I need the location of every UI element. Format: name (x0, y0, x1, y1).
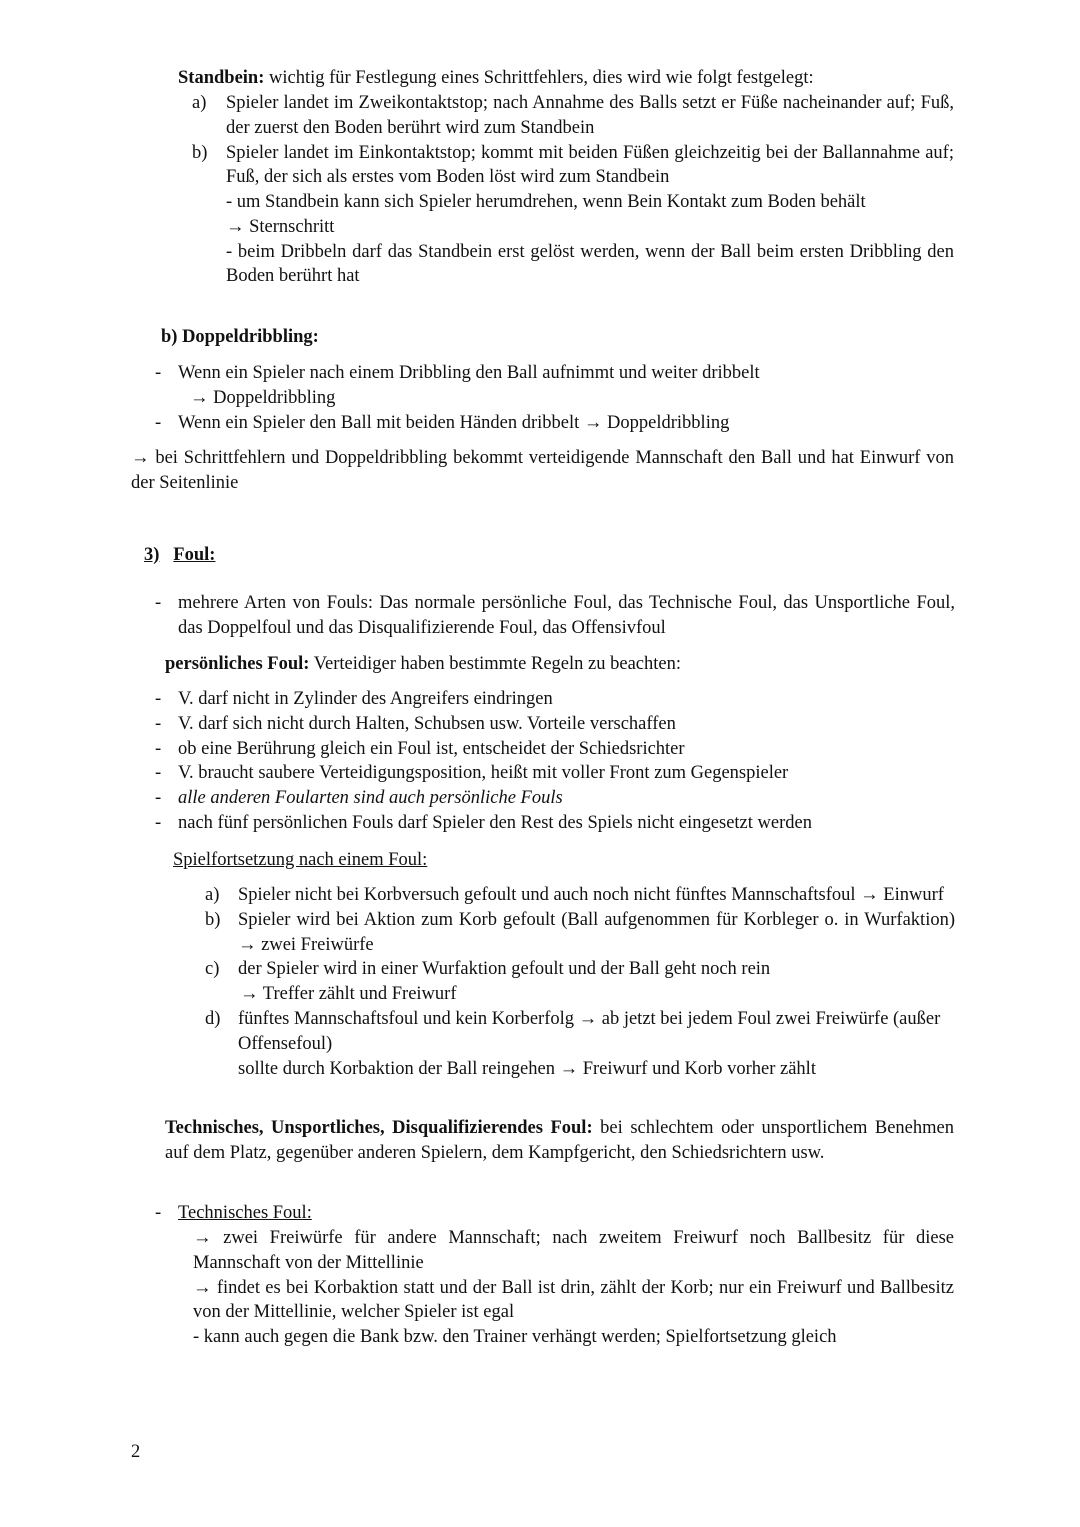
list-item: - ob eine Berührung gleich ein Foul ist, entscheidet der Schiedsrichter (155, 738, 685, 759)
personal-foul-intro (165, 652, 955, 677)
continuation-item-a: a) Spieler nicht bei Korbversuch gefoult und auch noch nicht fünftes Mannschaftsfoul → Einwurf (205, 885, 944, 905)
technisches-foul-title: Technisches Foul: (178, 1203, 312, 1223)
tech-foul-intro (165, 1116, 954, 1166)
standbein-title: Standbein: (178, 68, 265, 88)
tech-foul-intro-text: bei schlechtem oder unsportlichem Benehmen auf dem Platz, gegenüber anderen Spielern, dem Kampfgericht, den Schiedsrichtern usw. (165, 1118, 954, 1163)
technisches-line: → findet es bei Korbaktion statt und der Ball ist drin, zählt der Korb; nur ein Freiwurf und Ballbesitz von der Mittellinie, welcher Spieler ist egal (193, 1277, 954, 1323)
standbein-note-dribbeln: - beim Dribbeln darf das Standbein erst gelöst werden, wenn der Ball beim ersten Dribbling den Boden berührt hat (226, 241, 954, 287)
continuation-list (205, 883, 955, 1081)
doppeldribbling-conclusion: → bei Schrittfehlern und Doppeldribbling bekommt verteidigende Mannschaft den Ball und hat Einwurf von der Seitenlinie (131, 448, 954, 493)
foul-title: Foul: (173, 545, 216, 565)
standbein-notes (226, 190, 954, 289)
technisches-line: → zwei Freiwürfe für andere Mannschaft; nach zweitem Freiwurf noch Ballbesitz für diese Mannschaft von der Mittellinie (193, 1228, 954, 1273)
list-item: - V. darf nicht in Zylinder des Angreifers eindringen (155, 689, 553, 709)
page-number: 2 (131, 1442, 141, 1462)
list-item-text: Spieler landet im Einkontaktstop; kommt mit beiden Füßen gleichzeitig bei der Ballannahme auf; Fuß, der sich als erstes vom Boden löst wird zum Standbein (226, 142, 954, 188)
doppeldribbling-heading: b) Doppeldribbling: (161, 327, 319, 347)
list-item: - nach fünf persönlichen Fouls darf Spieler den Rest des Spiels nicht eingesetzt werden (155, 812, 812, 833)
standbein-item-b (192, 141, 954, 191)
list-item-text: Wenn ein Spieler den Ball mit beiden Händen dribbelt → Doppeldribbling (178, 412, 730, 433)
continuation-heading: Spielfortsetzung nach einem Foul: (173, 850, 428, 870)
list-marker: a) (192, 93, 207, 113)
standbein-intro-text: wichtig für Festlegung eines Schrittfehlers, dies wird wie folgt festgelegt: (264, 68, 814, 88)
standbein-note-turn: - um Standbein kann sich Spieler herumdrehen, wenn Bein Kontakt zum Boden behält (226, 192, 866, 212)
standbein-list (192, 91, 954, 190)
continuation-item-d: d) fünftes Mannschaftsfoul und kein Korberfolg → ab jetzt bei jedem Foul zwei Freiwürfe (außer Offensefoul) sollte durch Korbaktion der Ball reingehen → Freiwurf und Korb vorher zählt (205, 1008, 941, 1079)
list-item: - V. braucht saubere Verteidigungsposition, heißt mit voller Front zum Gegenspieler (155, 763, 789, 784)
list-item-text: Wenn ein Spieler nach einem Dribbling den Ball aufnimmt und weiter dribbelt (178, 363, 760, 383)
personal-foul-rules (155, 687, 955, 836)
personal-foul-intro-text: Verteidiger haben bestimmte Regeln zu beachten: (309, 654, 681, 674)
standbein-note-sternschritt: → Sternschritt (226, 216, 335, 237)
foul-heading (144, 543, 215, 568)
list-item: - V. darf sich nicht durch Halten, Schubsen usw. Vorteile verschaffen (155, 713, 676, 734)
list-item-text: Spieler landet im Zweikontaktstop; nach Annahme des Balls setzt er Füße nacheinander auf; Fuß, der zuerst den Boden berührt wird zum Standbein (226, 93, 954, 138)
technisches-foul: - Technisches Foul: (155, 1201, 955, 1226)
personal-foul-title: persönliches Foul: (165, 654, 310, 674)
foul-number: 3) (144, 545, 160, 565)
list-item: - alle anderen Foularten sind auch persönliche Fouls (155, 788, 563, 809)
standbein-item-a (192, 91, 954, 141)
list-item: - Wenn ein Spieler nach einem Dribbling den Ball aufnimmt und weiter dribbelt → Doppeldribbling (155, 361, 955, 411)
technisches-foul-lines (193, 1226, 954, 1350)
list-item-arrow: → Doppeldribbling (190, 387, 336, 408)
foul-types: - mehrere Arten von Fouls: Das normale persönliche Foul, das Technische Foul, das Unsportliche Foul, das Doppelfoul und das Disqualifizierende Foul, das Offensivfoul (155, 591, 955, 641)
continuation-item-b: b) Spieler wird bei Aktion zum Korb gefoult (Ball aufgenommen für Korbleger o. in Wurfaktion) → zwei Freiwürfe (205, 909, 955, 955)
doppeldribbling-list (155, 361, 955, 435)
foul-types-text: mehrere Arten von Fouls: Das normale persönliche Foul, das Technische Foul, das Unsportliche Foul, das Doppelfoul und das Disqualifizierende Foul, das Offensivfoul (178, 593, 955, 638)
continuation-item-c: c) der Spieler wird in einer Wurfaktion gefoult und der Ball geht noch rein → Treffer zählt und Freiwurf (205, 959, 771, 1005)
list-item: - Wenn ein Spieler den Ball mit beiden Händen dribbelt → Doppeldribbling (155, 411, 955, 436)
standbein-intro (178, 66, 954, 91)
tech-foul-title: Technisches, Unsportliches, Disqualifizierendes Foul: (165, 1118, 593, 1138)
technisches-line: - kann auch gegen die Bank bzw. den Trainer verhängt werden; Spielfortsetzung gleich (193, 1327, 837, 1348)
list-marker: b) (192, 142, 208, 163)
